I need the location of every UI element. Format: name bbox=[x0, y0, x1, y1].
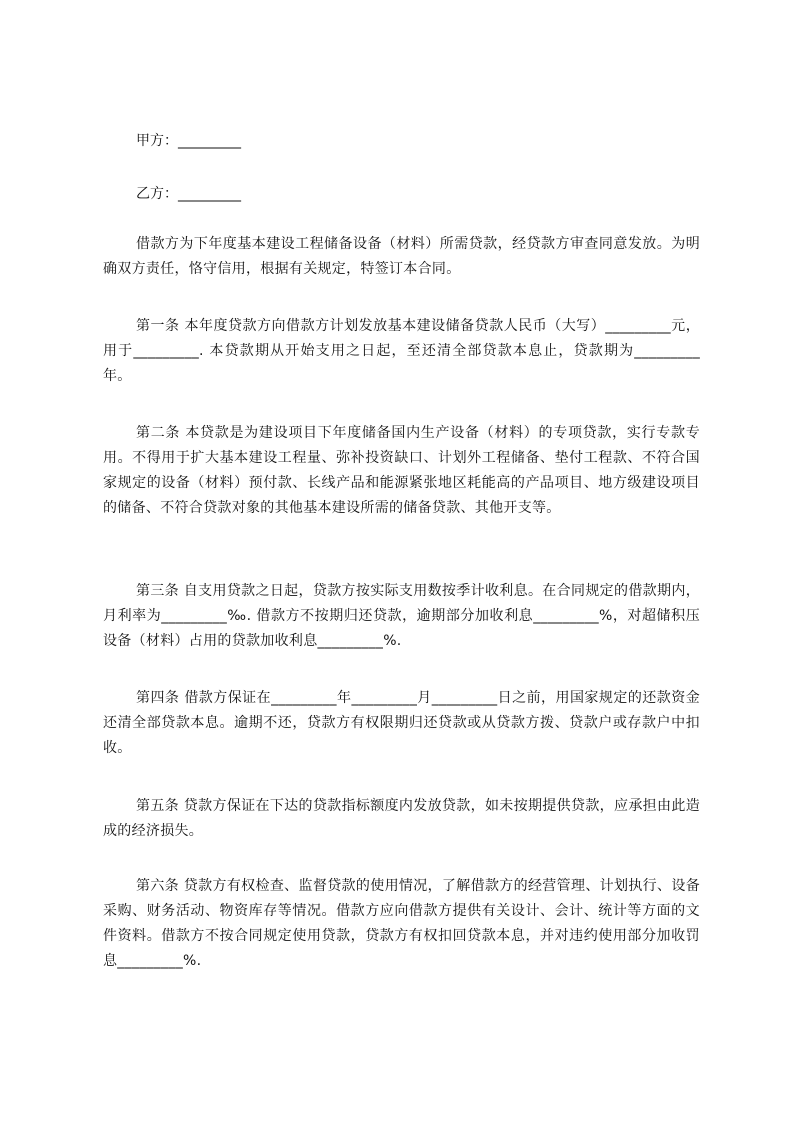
article-6-paragraph: 第六条 贷款方有权检查、监督贷款的使用情况，了解借款方的经营管理、计划执行、设备采购、财务活动、物资库存等情况。借款方应向借款方提供有关设计、会计、统计等方面的文件资料。借款方不按合同规定使用贷款，贷款方有权扣回贷款本息，并对违约使用部分加收罚息_________%. bbox=[103, 878, 700, 969]
article-4-paragraph: 第四条 借款方保证在_________年_________月_________日之前，用国家规定的还款资金还清全部贷款本息。逾期不还，贷款方有权限期归还贷款或从贷款方拨、贷款户或存款户中扣收。 bbox=[103, 690, 700, 756]
article-5-paragraph: 第五条 贷款方保证在下达的贷款指标额度内发放贷款，如未按期提供贷款，应承担由此造成的经济损失。 bbox=[103, 798, 700, 839]
party-b-line: 乙方：_________ bbox=[136, 186, 241, 202]
intro-paragraph: 借款方为下年度基本建设工程储备设备（材料）所需贷款，经贷款方审查同意发放。为明确双方责任，恪守信用，根据有关规定，特签订本合同。 bbox=[103, 236, 700, 277]
party-a-line: 甲方：_________ bbox=[136, 133, 241, 149]
article-2-paragraph: 第二条 本贷款是为建设项目下年度储备国内生产设备（材料）的专项贷款，实行专款专用。不得用于扩大基本建设工程量、弥补投资缺口、计划外工程储备、垫付工程款、不符合国家规定的设备（材料）预付款、长线产品和能源紧张地区耗能高的产品项目、地方级建设项目的储备、不符合贷款对象的其他基本建设所需的储备贷款、其他开支等。 bbox=[103, 425, 700, 516]
article-1-paragraph: 第一条 本年度贷款方向借款方计划发放基本建设储备贷款人民币（大写）_________元，用于_________. 本贷款期从开始支用之日起，至还清全部贷款本息止，贷款期为_________年。 bbox=[103, 318, 700, 384]
article-3-paragraph: 第三条 自支用贷款之日起，贷款方按实际支用数按季计收利息。在合同规定的借款期内，月利率为_________‰. 借款方不按期归还贷款，逾期部分加收利息_________%，对超储积压设备（材料）占用的贷款加收利息_________%. bbox=[103, 583, 700, 649]
